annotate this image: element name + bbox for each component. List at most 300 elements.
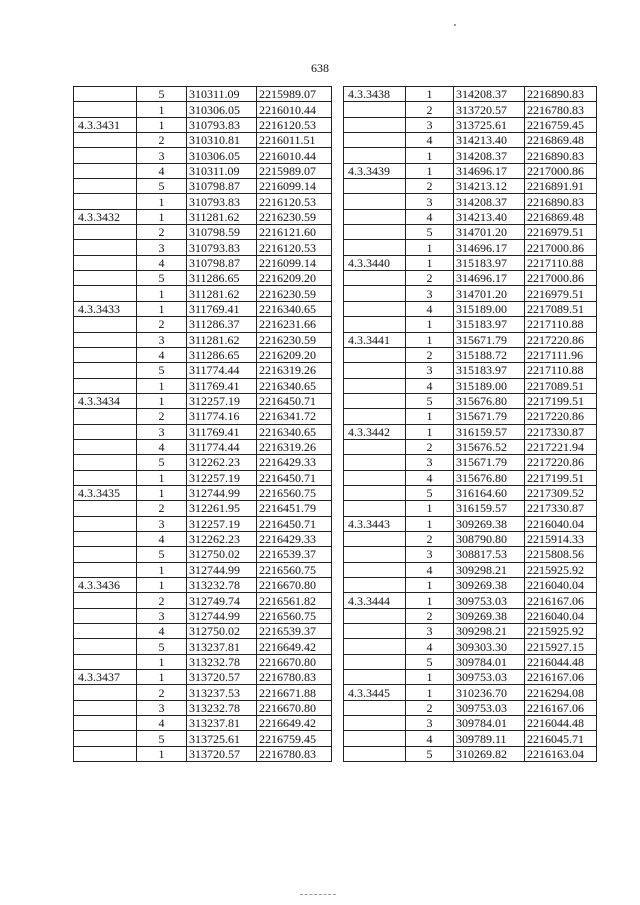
table-row <box>74 654 332 669</box>
x-coordinate-cell: 311774.16 <box>187 409 257 424</box>
x-coordinate-cell: 313720.57 <box>454 102 525 117</box>
table-row <box>74 470 332 485</box>
point-number-cell: 3 <box>137 608 187 623</box>
table-row <box>74 102 332 117</box>
y-coordinate-cell: 2216560.75 <box>257 608 332 623</box>
point-number-cell: 2 <box>406 700 454 715</box>
y-coordinate-cell: 2215808.56 <box>525 547 597 562</box>
point-number-cell: 3 <box>406 547 454 562</box>
parcel-id-cell <box>74 87 137 102</box>
table-row <box>344 670 597 685</box>
parcel-id-cell <box>74 700 137 715</box>
x-coordinate-cell: 315671.79 <box>454 455 525 470</box>
table-row <box>74 409 332 424</box>
parcel-id-cell <box>344 271 406 286</box>
point-number-cell: 1 <box>137 301 187 316</box>
parcel-id-cell <box>344 409 406 424</box>
table-row <box>344 209 597 224</box>
x-coordinate-cell: 310798.59 <box>187 225 257 240</box>
table-row <box>344 700 597 715</box>
parcel-id-cell <box>74 562 137 577</box>
table-row <box>344 409 597 424</box>
point-number-cell: 1 <box>406 317 454 332</box>
parcel-id-cell <box>344 639 406 654</box>
point-number-cell: 4 <box>406 301 454 316</box>
table-row <box>344 255 597 270</box>
parcel-id-cell <box>344 578 406 593</box>
x-coordinate-cell: 315188.72 <box>454 347 525 362</box>
table-row <box>344 608 597 623</box>
table-row <box>344 654 597 669</box>
point-number-cell: 1 <box>137 194 187 209</box>
x-coordinate-cell: 312261.95 <box>187 501 257 516</box>
x-coordinate-cell: 310798.87 <box>187 179 257 194</box>
y-coordinate-cell: 2216040.04 <box>525 516 597 531</box>
table-row <box>74 148 332 163</box>
table-row <box>344 117 597 132</box>
x-coordinate-cell: 314208.37 <box>454 194 525 209</box>
x-coordinate-cell: 310236.70 <box>454 685 525 700</box>
point-number-cell: 1 <box>137 286 187 301</box>
x-coordinate-cell: 313232.78 <box>187 700 257 715</box>
x-coordinate-cell: 311281.62 <box>187 209 257 224</box>
table-row <box>344 685 597 700</box>
x-coordinate-cell: 313232.78 <box>187 654 257 669</box>
parcel-id-cell: 4.3.3445 <box>344 685 406 700</box>
x-coordinate-cell: 310798.87 <box>187 255 257 270</box>
x-coordinate-cell: 315671.79 <box>454 409 525 424</box>
parcel-id-cell <box>74 378 137 393</box>
point-number-cell: 5 <box>137 547 187 562</box>
table-row <box>344 148 597 163</box>
table-row <box>344 286 597 301</box>
parcel-id-cell <box>344 547 406 562</box>
parcel-id-cell <box>344 301 406 316</box>
y-coordinate-cell: 2216450.71 <box>257 516 332 531</box>
parcel-id-cell: 4.3.3442 <box>344 424 406 439</box>
table-row <box>74 424 332 439</box>
x-coordinate-cell: 313232.78 <box>187 578 257 593</box>
parcel-id-cell <box>344 608 406 623</box>
point-number-cell: 1 <box>137 102 187 117</box>
point-number-cell: 3 <box>406 455 454 470</box>
table-row <box>344 301 597 316</box>
y-coordinate-cell: 2215989.07 <box>257 163 332 178</box>
x-coordinate-cell: 313725.61 <box>187 731 257 746</box>
y-coordinate-cell: 2216120.53 <box>257 194 332 209</box>
parcel-id-cell <box>74 225 137 240</box>
table-row <box>344 731 597 746</box>
point-number-cell: 5 <box>137 455 187 470</box>
x-coordinate-cell: 313720.57 <box>187 746 257 761</box>
point-number-cell: 4 <box>137 624 187 639</box>
x-coordinate-cell: 312750.02 <box>187 547 257 562</box>
point-number-cell: 3 <box>406 624 454 639</box>
x-coordinate-cell: 312749.74 <box>187 593 257 608</box>
point-number-cell: 2 <box>137 133 187 148</box>
table-row <box>74 685 332 700</box>
table-row <box>74 179 332 194</box>
parcel-id-cell <box>74 531 137 546</box>
y-coordinate-cell: 2216670.80 <box>257 654 332 669</box>
x-coordinate-cell: 312744.99 <box>187 608 257 623</box>
y-coordinate-cell: 2217309.52 <box>525 485 597 500</box>
point-number-cell: 4 <box>406 639 454 654</box>
parcel-id-cell <box>74 547 137 562</box>
parcel-id-cell <box>74 271 137 286</box>
parcel-id-cell <box>74 608 137 623</box>
y-coordinate-cell: 2216979.51 <box>525 286 597 301</box>
point-number-cell: 1 <box>137 117 187 132</box>
point-number-cell: 2 <box>137 685 187 700</box>
point-number-cell: 4 <box>406 562 454 577</box>
x-coordinate-cell: 313237.81 <box>187 639 257 654</box>
y-coordinate-cell: 2216045.71 <box>525 731 597 746</box>
parcel-id-cell <box>74 409 137 424</box>
table-row <box>74 378 332 393</box>
table-row <box>74 455 332 470</box>
y-coordinate-cell: 2217220.86 <box>525 455 597 470</box>
y-coordinate-cell: 2217221.94 <box>525 439 597 454</box>
y-coordinate-cell: 2216209.20 <box>257 347 332 362</box>
table-row <box>344 317 597 332</box>
y-coordinate-cell: 2216044.48 <box>525 716 597 731</box>
y-coordinate-cell: 2217110.88 <box>525 255 597 270</box>
parcel-id-cell <box>74 179 137 194</box>
y-coordinate-cell: 2217220.86 <box>525 332 597 347</box>
point-number-cell: 5 <box>406 746 454 761</box>
y-coordinate-cell: 2216890.83 <box>525 148 597 163</box>
x-coordinate-cell: 312744.99 <box>187 485 257 500</box>
point-number-cell: 5 <box>137 363 187 378</box>
y-coordinate-cell: 2216560.75 <box>257 485 332 500</box>
point-number-cell: 1 <box>137 470 187 485</box>
page-number: 638 <box>311 61 329 75</box>
parcel-id-cell <box>74 516 137 531</box>
parcel-id-cell <box>344 102 406 117</box>
point-number-cell: 2 <box>406 531 454 546</box>
x-coordinate-cell: 311769.41 <box>187 424 257 439</box>
point-number-cell: 5 <box>406 393 454 408</box>
table-row <box>74 716 332 731</box>
point-number-cell: 2 <box>137 317 187 332</box>
table-row <box>344 439 597 454</box>
y-coordinate-cell: 2216040.04 <box>525 578 597 593</box>
point-number-cell: 3 <box>406 117 454 132</box>
table-row <box>74 547 332 562</box>
point-number-cell: 3 <box>137 240 187 255</box>
table-row <box>74 608 332 623</box>
y-coordinate-cell: 2217199.51 <box>525 470 597 485</box>
table-row <box>74 240 332 255</box>
x-coordinate-cell: 310310.81 <box>187 133 257 148</box>
y-coordinate-cell: 2216560.75 <box>257 562 332 577</box>
point-number-cell: 1 <box>406 424 454 439</box>
point-number-cell: 5 <box>137 731 187 746</box>
table-row <box>344 194 597 209</box>
parcel-id-cell: 4.3.3435 <box>74 485 137 500</box>
y-coordinate-cell: 2216120.53 <box>257 240 332 255</box>
point-number-cell: 1 <box>406 501 454 516</box>
x-coordinate-cell: 309298.21 <box>454 562 525 577</box>
table-row <box>74 363 332 378</box>
x-coordinate-cell: 309789.11 <box>454 731 525 746</box>
x-coordinate-cell: 314208.37 <box>454 87 525 102</box>
table-row <box>344 562 597 577</box>
table-row <box>344 347 597 362</box>
parcel-id-cell <box>344 562 406 577</box>
parcel-id-cell: 4.3.3439 <box>344 163 406 178</box>
parcel-id-cell: 4.3.3434 <box>74 393 137 408</box>
point-number-cell: 5 <box>406 485 454 500</box>
table-row <box>74 225 332 240</box>
point-number-cell: 4 <box>137 531 187 546</box>
point-number-cell: 1 <box>137 578 187 593</box>
parcel-id-cell <box>344 531 406 546</box>
x-coordinate-cell: 310311.09 <box>187 163 257 178</box>
parcel-id-cell <box>344 393 406 408</box>
x-coordinate-cell: 313237.53 <box>187 685 257 700</box>
table-row <box>74 700 332 715</box>
point-number-cell: 1 <box>137 562 187 577</box>
point-number-cell: 2 <box>406 439 454 454</box>
parcel-id-cell <box>74 654 137 669</box>
parcel-id-cell: 4.3.3443 <box>344 516 406 531</box>
y-coordinate-cell: 2216340.65 <box>257 424 332 439</box>
y-coordinate-cell: 2217000.86 <box>525 163 597 178</box>
table-row <box>344 240 597 255</box>
table-row <box>74 624 332 639</box>
table-row <box>74 531 332 546</box>
parcel-id-cell <box>74 133 137 148</box>
y-coordinate-cell: 2216759.45 <box>525 117 597 132</box>
x-coordinate-cell: 310311.09 <box>187 87 257 102</box>
parcel-id-cell <box>344 731 406 746</box>
table-row <box>344 501 597 516</box>
y-coordinate-cell: 2216319.26 <box>257 363 332 378</box>
parcel-id-cell <box>74 332 137 347</box>
y-coordinate-cell: 2216294.08 <box>525 685 597 700</box>
table-row <box>344 393 597 408</box>
point-number-cell: 1 <box>137 378 187 393</box>
y-coordinate-cell: 2216891.91 <box>525 179 597 194</box>
point-number-cell: 4 <box>406 378 454 393</box>
point-number-cell: 3 <box>137 516 187 531</box>
point-number-cell: 5 <box>137 179 187 194</box>
table-row <box>344 624 597 639</box>
y-coordinate-cell: 2216319.26 <box>257 439 332 454</box>
parcel-id-cell <box>74 194 137 209</box>
parcel-id-cell <box>344 148 406 163</box>
x-coordinate-cell: 314696.17 <box>454 271 525 286</box>
scan-speck <box>454 24 456 26</box>
point-number-cell: 1 <box>406 670 454 685</box>
y-coordinate-cell: 2216010.44 <box>257 148 332 163</box>
table-row <box>74 347 332 362</box>
parcel-id-cell <box>74 102 137 117</box>
x-coordinate-cell: 309753.03 <box>454 700 525 715</box>
parcel-id-cell <box>344 700 406 715</box>
x-coordinate-cell: 312257.19 <box>187 393 257 408</box>
x-coordinate-cell: 308817.53 <box>454 547 525 562</box>
parcel-id-cell: 4.3.3431 <box>74 117 137 132</box>
parcel-id-cell <box>74 363 137 378</box>
parcel-id-cell: 4.3.3436 <box>74 578 137 593</box>
point-number-cell: 1 <box>406 593 454 608</box>
y-coordinate-cell: 2216340.65 <box>257 301 332 316</box>
point-number-cell: 2 <box>406 271 454 286</box>
y-coordinate-cell: 2216780.83 <box>257 746 332 761</box>
table-row <box>344 746 597 761</box>
x-coordinate-cell: 314213.12 <box>454 179 525 194</box>
x-coordinate-cell: 310306.05 <box>187 148 257 163</box>
point-number-cell: 1 <box>406 148 454 163</box>
point-number-cell: 5 <box>137 87 187 102</box>
table-row <box>344 133 597 148</box>
y-coordinate-cell: 2217220.86 <box>525 409 597 424</box>
x-coordinate-cell: 309303.30 <box>454 639 525 654</box>
table-row <box>74 393 332 408</box>
parcel-id-cell <box>74 439 137 454</box>
table-row <box>344 716 597 731</box>
y-coordinate-cell: 2216670.80 <box>257 578 332 593</box>
x-coordinate-cell: 315183.97 <box>454 255 525 270</box>
parcel-id-cell <box>344 133 406 148</box>
table-row <box>74 439 332 454</box>
parcel-id-cell <box>344 317 406 332</box>
parcel-id-cell <box>344 439 406 454</box>
table-row <box>74 194 332 209</box>
point-number-cell: 3 <box>137 700 187 715</box>
point-number-cell: 5 <box>406 654 454 669</box>
y-coordinate-cell: 2216979.51 <box>525 225 597 240</box>
parcel-id-cell <box>344 485 406 500</box>
parcel-id-cell <box>344 470 406 485</box>
y-coordinate-cell: 2216167.06 <box>525 670 597 685</box>
parcel-id-cell <box>74 731 137 746</box>
parcel-id-cell: 4.3.3440 <box>344 255 406 270</box>
table-row <box>344 470 597 485</box>
x-coordinate-cell: 314213.40 <box>454 209 525 224</box>
y-coordinate-cell: 2216099.14 <box>257 255 332 270</box>
parcel-id-cell <box>344 286 406 301</box>
point-number-cell: 4 <box>406 209 454 224</box>
point-number-cell: 3 <box>406 716 454 731</box>
table-row <box>344 578 597 593</box>
table-row <box>344 363 597 378</box>
table-row <box>344 485 597 500</box>
y-coordinate-cell: 2216044.48 <box>525 654 597 669</box>
point-number-cell: 1 <box>406 255 454 270</box>
parcel-id-cell <box>74 240 137 255</box>
x-coordinate-cell: 311774.44 <box>187 363 257 378</box>
point-number-cell: 1 <box>137 654 187 669</box>
point-number-cell: 1 <box>406 578 454 593</box>
y-coordinate-cell: 2216561.82 <box>257 593 332 608</box>
y-coordinate-cell: 2216099.14 <box>257 179 332 194</box>
x-coordinate-cell: 315189.00 <box>454 378 525 393</box>
x-coordinate-cell: 313725.61 <box>454 117 525 132</box>
table-row <box>344 639 597 654</box>
parcel-id-cell <box>344 670 406 685</box>
table-row <box>74 593 332 608</box>
y-coordinate-cell: 2216167.06 <box>525 593 597 608</box>
point-number-cell: 1 <box>406 409 454 424</box>
y-coordinate-cell: 2216010.44 <box>257 102 332 117</box>
parcel-id-cell <box>344 117 406 132</box>
point-number-cell: 2 <box>137 593 187 608</box>
y-coordinate-cell: 2216671.88 <box>257 685 332 700</box>
point-number-cell: 3 <box>406 363 454 378</box>
table-row <box>74 639 332 654</box>
table-row <box>344 163 597 178</box>
x-coordinate-cell: 315189.00 <box>454 301 525 316</box>
point-number-cell: 2 <box>137 225 187 240</box>
point-number-cell: 5 <box>137 639 187 654</box>
parcel-id-cell: 4.3.3441 <box>344 332 406 347</box>
x-coordinate-cell: 311281.62 <box>187 332 257 347</box>
point-number-cell: 2 <box>137 409 187 424</box>
y-coordinate-cell: 2217111.96 <box>525 347 597 362</box>
x-coordinate-cell: 311286.65 <box>187 347 257 362</box>
table-row <box>344 271 597 286</box>
x-coordinate-cell: 311774.44 <box>187 439 257 454</box>
table-row <box>74 317 332 332</box>
table-row <box>74 255 332 270</box>
table-row <box>74 670 332 685</box>
table-row <box>344 593 597 608</box>
x-coordinate-cell: 309784.01 <box>454 716 525 731</box>
y-coordinate-cell: 2216890.83 <box>525 194 597 209</box>
x-coordinate-cell: 315671.79 <box>454 332 525 347</box>
x-coordinate-cell: 315183.97 <box>454 363 525 378</box>
parcel-id-cell <box>344 455 406 470</box>
parcel-id-cell <box>74 624 137 639</box>
table-row <box>74 731 332 746</box>
point-number-cell: 3 <box>406 286 454 301</box>
parcel-id-cell <box>74 286 137 301</box>
x-coordinate-cell: 312750.02 <box>187 624 257 639</box>
table-row <box>74 271 332 286</box>
x-coordinate-cell: 316159.57 <box>454 424 525 439</box>
parcel-id-cell <box>74 685 137 700</box>
point-number-cell: 2 <box>406 347 454 362</box>
x-coordinate-cell: 311286.65 <box>187 271 257 286</box>
point-number-cell: 2 <box>137 501 187 516</box>
y-coordinate-cell: 2216869.48 <box>525 133 597 148</box>
x-coordinate-cell: 308790.80 <box>454 531 525 546</box>
table-row <box>344 516 597 531</box>
point-number-cell: 4 <box>406 731 454 746</box>
table-row <box>74 117 332 132</box>
point-number-cell: 4 <box>137 163 187 178</box>
y-coordinate-cell: 2216040.04 <box>525 608 597 623</box>
point-number-cell: 1 <box>406 240 454 255</box>
y-coordinate-cell: 2217089.51 <box>525 378 597 393</box>
x-coordinate-cell: 316159.57 <box>454 501 525 516</box>
table-row <box>344 531 597 546</box>
x-coordinate-cell: 309753.03 <box>454 593 525 608</box>
parcel-id-cell <box>74 716 137 731</box>
table-row <box>344 225 597 240</box>
x-coordinate-cell: 314213.40 <box>454 133 525 148</box>
point-number-cell: 1 <box>406 332 454 347</box>
x-coordinate-cell: 309298.21 <box>454 624 525 639</box>
x-coordinate-cell: 316164.60 <box>454 485 525 500</box>
y-coordinate-cell: 2216649.42 <box>257 639 332 654</box>
x-coordinate-cell: 312744.99 <box>187 562 257 577</box>
table-row <box>74 163 332 178</box>
